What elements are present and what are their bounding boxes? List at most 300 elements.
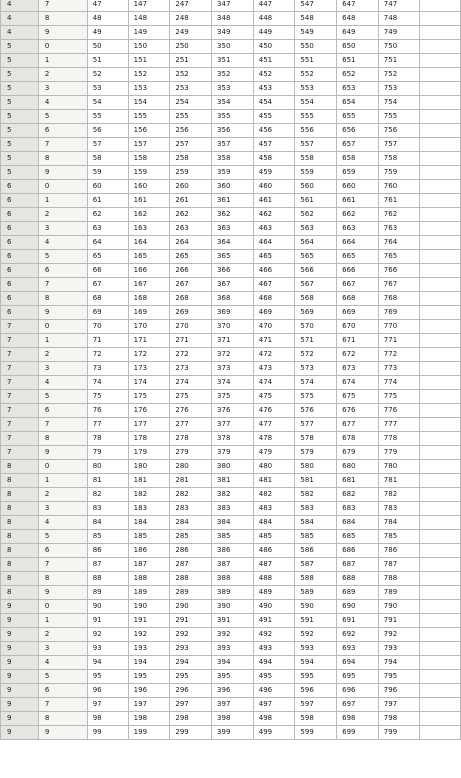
cell-empty[interactable]	[420, 502, 461, 516]
cell-col-9[interactable]: 670	[337, 320, 379, 334]
cell-empty[interactable]	[420, 82, 461, 96]
cell-col-9[interactable]: 650	[337, 40, 379, 54]
cell-col-8[interactable]: 566	[295, 264, 337, 278]
cell-col-6[interactable]: 398	[212, 712, 254, 726]
cell-col-2[interactable]: 5	[38, 390, 87, 404]
cell-col-7[interactable]: 467	[253, 278, 295, 292]
cell-col-4[interactable]: 197	[128, 698, 170, 712]
cell-col-6[interactable]: 385	[212, 530, 254, 544]
cell-col-4[interactable]: 171	[128, 334, 170, 348]
cell-col-2[interactable]: 9	[38, 306, 87, 320]
cell-col-6[interactable]: 349	[212, 26, 254, 40]
cell-col-6[interactable]: 380	[212, 460, 254, 474]
cell-col-2[interactable]: 7	[38, 418, 87, 432]
cell-col-4[interactable]: 166	[128, 264, 170, 278]
cell-col-4[interactable]: 194	[128, 656, 170, 670]
cell-col-9[interactable]: 693	[337, 642, 379, 656]
cell-col-3[interactable]: 57	[87, 138, 128, 152]
cell-empty[interactable]	[420, 446, 461, 460]
cell-col-1[interactable]: 6	[1, 278, 39, 292]
cell-col-6[interactable]: 378	[212, 432, 254, 446]
cell-col-10[interactable]: 788	[378, 572, 420, 586]
cell-col-1[interactable]: 8	[1, 502, 39, 516]
cell-col-10[interactable]: 776	[378, 404, 420, 418]
cell-empty[interactable]	[420, 348, 461, 362]
cell-col-9[interactable]: 677	[337, 418, 379, 432]
cell-col-3[interactable]: 62	[87, 208, 128, 222]
cell-empty[interactable]	[420, 306, 461, 320]
cell-col-2[interactable]: 1	[38, 614, 87, 628]
cell-col-4[interactable]: 152	[128, 68, 170, 82]
cell-col-7[interactable]: 477	[253, 418, 295, 432]
cell-col-8[interactable]: 584	[295, 516, 337, 530]
cell-col-6[interactable]: 352	[212, 68, 254, 82]
cell-col-7[interactable]: 469	[253, 306, 295, 320]
cell-col-1[interactable]: 7	[1, 334, 39, 348]
cell-col-7[interactable]: 488	[253, 572, 295, 586]
cell-col-10[interactable]: 759	[378, 166, 420, 180]
cell-col-2[interactable]: 6	[38, 124, 87, 138]
cell-col-8[interactable]: 557	[295, 138, 337, 152]
cell-col-4[interactable]: 193	[128, 642, 170, 656]
cell-col-7[interactable]: 476	[253, 404, 295, 418]
cell-col-10[interactable]: 747	[378, 0, 420, 12]
cell-col-2[interactable]: 7	[38, 0, 87, 12]
cell-col-6[interactable]: 389	[212, 586, 254, 600]
cell-col-1[interactable]: 6	[1, 264, 39, 278]
cell-col-5[interactable]: 297	[170, 698, 212, 712]
cell-col-2[interactable]: 9	[38, 26, 87, 40]
cell-col-2[interactable]: 2	[38, 488, 87, 502]
cell-empty[interactable]	[420, 670, 461, 684]
cell-col-1[interactable]: 9	[1, 670, 39, 684]
cell-col-8[interactable]: 570	[295, 320, 337, 334]
cell-col-8[interactable]: 587	[295, 558, 337, 572]
cell-col-10[interactable]: 782	[378, 488, 420, 502]
cell-col-5[interactable]: 268	[170, 292, 212, 306]
cell-col-6[interactable]: 377	[212, 418, 254, 432]
cell-col-3[interactable]: 74	[87, 376, 128, 390]
cell-col-2[interactable]: 4	[38, 236, 87, 250]
cell-col-4[interactable]: 165	[128, 250, 170, 264]
cell-col-10[interactable]: 748	[378, 12, 420, 26]
cell-empty[interactable]	[420, 572, 461, 586]
cell-col-3[interactable]: 89	[87, 586, 128, 600]
cell-col-5[interactable]: 274	[170, 376, 212, 390]
cell-col-5[interactable]: 277	[170, 418, 212, 432]
cell-empty[interactable]	[420, 362, 461, 376]
cell-col-5[interactable]: 263	[170, 222, 212, 236]
cell-col-4[interactable]: 187	[128, 558, 170, 572]
cell-col-2[interactable]: 2	[38, 208, 87, 222]
cell-empty[interactable]	[420, 684, 461, 698]
cell-col-2[interactable]: 8	[38, 12, 87, 26]
cell-col-9[interactable]: 660	[337, 180, 379, 194]
cell-col-5[interactable]: 265	[170, 250, 212, 264]
cell-col-5[interactable]: 287	[170, 558, 212, 572]
cell-col-4[interactable]: 148	[128, 12, 170, 26]
cell-col-8[interactable]: 591	[295, 614, 337, 628]
cell-col-1[interactable]: 8	[1, 474, 39, 488]
cell-empty[interactable]	[420, 26, 461, 40]
cell-col-10[interactable]: 796	[378, 684, 420, 698]
cell-col-9[interactable]: 691	[337, 614, 379, 628]
cell-col-10[interactable]: 762	[378, 208, 420, 222]
cell-col-6[interactable]: 390	[212, 600, 254, 614]
cell-col-4[interactable]: 151	[128, 54, 170, 68]
cell-col-3[interactable]: 76	[87, 404, 128, 418]
cell-col-5[interactable]: 256	[170, 124, 212, 138]
cell-col-1[interactable]: 5	[1, 68, 39, 82]
cell-col-2[interactable]: 6	[38, 404, 87, 418]
cell-col-3[interactable]: 91	[87, 614, 128, 628]
cell-empty[interactable]	[420, 124, 461, 138]
cell-col-6[interactable]: 350	[212, 40, 254, 54]
cell-col-10[interactable]: 797	[378, 698, 420, 712]
cell-col-1[interactable]: 6	[1, 194, 39, 208]
cell-col-4[interactable]: 169	[128, 306, 170, 320]
cell-col-10[interactable]: 760	[378, 180, 420, 194]
cell-col-6[interactable]: 393	[212, 642, 254, 656]
cell-col-1[interactable]: 4	[1, 12, 39, 26]
cell-col-6[interactable]: 387	[212, 558, 254, 572]
cell-col-4[interactable]: 164	[128, 236, 170, 250]
cell-col-10[interactable]: 768	[378, 292, 420, 306]
cell-col-8[interactable]: 588	[295, 572, 337, 586]
cell-empty[interactable]	[420, 558, 461, 572]
cell-col-8[interactable]: 551	[295, 54, 337, 68]
cell-col-6[interactable]: 396	[212, 684, 254, 698]
cell-col-4[interactable]: 182	[128, 488, 170, 502]
cell-col-1[interactable]: 5	[1, 82, 39, 96]
cell-col-2[interactable]: 5	[38, 530, 87, 544]
cell-col-6[interactable]: 361	[212, 194, 254, 208]
cell-col-8[interactable]: 560	[295, 180, 337, 194]
cell-col-9[interactable]: 654	[337, 96, 379, 110]
cell-col-5[interactable]: 247	[170, 0, 212, 12]
cell-col-6[interactable]: 353	[212, 82, 254, 96]
cell-col-4[interactable]: 158	[128, 152, 170, 166]
cell-col-4[interactable]: 196	[128, 684, 170, 698]
cell-col-9[interactable]: 685	[337, 530, 379, 544]
cell-col-10[interactable]: 758	[378, 152, 420, 166]
cell-col-10[interactable]: 792	[378, 628, 420, 642]
cell-col-5[interactable]: 285	[170, 530, 212, 544]
cell-col-3[interactable]: 60	[87, 180, 128, 194]
cell-col-8[interactable]: 572	[295, 348, 337, 362]
cell-empty[interactable]	[420, 54, 461, 68]
cell-col-10[interactable]: 799	[378, 726, 420, 740]
cell-col-9[interactable]: 696	[337, 684, 379, 698]
cell-col-4[interactable]: 199	[128, 726, 170, 740]
cell-col-6[interactable]: 364	[212, 236, 254, 250]
cell-col-7[interactable]: 478	[253, 432, 295, 446]
cell-col-8[interactable]: 575	[295, 390, 337, 404]
cell-col-5[interactable]: 289	[170, 586, 212, 600]
cell-col-6[interactable]: 347	[212, 0, 254, 12]
cell-col-4[interactable]: 160	[128, 180, 170, 194]
cell-col-3[interactable]: 96	[87, 684, 128, 698]
cell-empty[interactable]	[420, 516, 461, 530]
cell-col-2[interactable]: 3	[38, 502, 87, 516]
cell-col-4[interactable]: 154	[128, 96, 170, 110]
cell-col-6[interactable]: 395	[212, 670, 254, 684]
cell-col-3[interactable]: 98	[87, 712, 128, 726]
cell-col-7[interactable]: 490	[253, 600, 295, 614]
cell-col-3[interactable]: 59	[87, 166, 128, 180]
cell-col-6[interactable]: 362	[212, 208, 254, 222]
cell-empty[interactable]	[420, 698, 461, 712]
cell-col-3[interactable]: 72	[87, 348, 128, 362]
cell-col-7[interactable]: 458	[253, 152, 295, 166]
cell-col-9[interactable]: 659	[337, 166, 379, 180]
cell-col-3[interactable]: 48	[87, 12, 128, 26]
cell-empty[interactable]	[420, 180, 461, 194]
cell-col-7[interactable]: 466	[253, 264, 295, 278]
cell-col-9[interactable]: 687	[337, 558, 379, 572]
cell-col-2[interactable]: 2	[38, 628, 87, 642]
cell-col-2[interactable]: 9	[38, 166, 87, 180]
cell-col-2[interactable]: 4	[38, 656, 87, 670]
cell-col-3[interactable]: 69	[87, 306, 128, 320]
cell-col-5[interactable]: 283	[170, 502, 212, 516]
cell-col-8[interactable]: 590	[295, 600, 337, 614]
cell-col-3[interactable]: 88	[87, 572, 128, 586]
cell-col-2[interactable]: 1	[38, 194, 87, 208]
cell-col-6[interactable]: 373	[212, 362, 254, 376]
cell-col-9[interactable]: 690	[337, 600, 379, 614]
cell-col-1[interactable]: 8	[1, 558, 39, 572]
cell-col-6[interactable]: 355	[212, 110, 254, 124]
cell-col-8[interactable]: 596	[295, 684, 337, 698]
cell-col-10[interactable]: 794	[378, 656, 420, 670]
cell-col-7[interactable]: 473	[253, 362, 295, 376]
cell-col-6[interactable]: 379	[212, 446, 254, 460]
cell-col-7[interactable]: 496	[253, 684, 295, 698]
cell-col-4[interactable]: 183	[128, 502, 170, 516]
cell-col-2[interactable]: 2	[38, 348, 87, 362]
cell-col-10[interactable]: 773	[378, 362, 420, 376]
cell-col-1[interactable]: 5	[1, 54, 39, 68]
cell-col-2[interactable]: 5	[38, 110, 87, 124]
cell-col-4[interactable]: 189	[128, 586, 170, 600]
cell-empty[interactable]	[420, 222, 461, 236]
cell-col-2[interactable]: 3	[38, 222, 87, 236]
cell-col-3[interactable]: 50	[87, 40, 128, 54]
cell-col-8[interactable]: 558	[295, 152, 337, 166]
cell-col-2[interactable]: 6	[38, 544, 87, 558]
cell-col-10[interactable]: 756	[378, 124, 420, 138]
cell-col-2[interactable]: 8	[38, 152, 87, 166]
cell-col-5[interactable]: 290	[170, 600, 212, 614]
cell-col-9[interactable]: 653	[337, 82, 379, 96]
cell-col-7[interactable]: 497	[253, 698, 295, 712]
cell-col-4[interactable]: 159	[128, 166, 170, 180]
cell-col-3[interactable]: 56	[87, 124, 128, 138]
cell-col-7[interactable]: 465	[253, 250, 295, 264]
cell-col-3[interactable]: 81	[87, 474, 128, 488]
cell-col-5[interactable]: 249	[170, 26, 212, 40]
cell-col-3[interactable]: 85	[87, 530, 128, 544]
cell-col-4[interactable]: 185	[128, 530, 170, 544]
cell-col-7[interactable]: 480	[253, 460, 295, 474]
cell-col-1[interactable]: 6	[1, 306, 39, 320]
cell-col-4[interactable]: 179	[128, 446, 170, 460]
cell-col-3[interactable]: 97	[87, 698, 128, 712]
cell-empty[interactable]	[420, 278, 461, 292]
cell-col-5[interactable]: 261	[170, 194, 212, 208]
cell-col-6[interactable]: 392	[212, 628, 254, 642]
cell-col-1[interactable]: 9	[1, 628, 39, 642]
cell-col-7[interactable]: 462	[253, 208, 295, 222]
cell-empty[interactable]	[420, 628, 461, 642]
cell-col-8[interactable]: 553	[295, 82, 337, 96]
cell-col-1[interactable]: 7	[1, 446, 39, 460]
cell-col-2[interactable]: 3	[38, 642, 87, 656]
cell-col-6[interactable]: 388	[212, 572, 254, 586]
cell-col-10[interactable]: 781	[378, 474, 420, 488]
cell-col-3[interactable]: 64	[87, 236, 128, 250]
cell-col-8[interactable]: 578	[295, 432, 337, 446]
cell-col-10[interactable]: 787	[378, 558, 420, 572]
cell-col-10[interactable]: 778	[378, 432, 420, 446]
cell-col-5[interactable]: 253	[170, 82, 212, 96]
cell-empty[interactable]	[420, 376, 461, 390]
cell-col-1[interactable]: 5	[1, 96, 39, 110]
cell-col-7[interactable]: 475	[253, 390, 295, 404]
cell-empty[interactable]	[420, 432, 461, 446]
cell-empty[interactable]	[420, 488, 461, 502]
cell-col-4[interactable]: 198	[128, 712, 170, 726]
cell-col-9[interactable]: 686	[337, 544, 379, 558]
cell-col-1[interactable]: 5	[1, 110, 39, 124]
cell-col-5[interactable]: 260	[170, 180, 212, 194]
cell-empty[interactable]	[420, 68, 461, 82]
cell-col-4[interactable]: 191	[128, 614, 170, 628]
cell-col-5[interactable]: 258	[170, 152, 212, 166]
cell-col-9[interactable]: 679	[337, 446, 379, 460]
cell-col-9[interactable]: 683	[337, 502, 379, 516]
cell-col-4[interactable]: 147	[128, 0, 170, 12]
cell-col-9[interactable]: 668	[337, 292, 379, 306]
cell-empty[interactable]	[420, 40, 461, 54]
cell-empty[interactable]	[420, 390, 461, 404]
cell-col-6[interactable]: 386	[212, 544, 254, 558]
cell-col-9[interactable]: 661	[337, 194, 379, 208]
cell-col-8[interactable]: 550	[295, 40, 337, 54]
cell-col-6[interactable]: 359	[212, 166, 254, 180]
cell-col-5[interactable]: 292	[170, 628, 212, 642]
cell-col-1[interactable]: 8	[1, 488, 39, 502]
cell-col-2[interactable]: 4	[38, 516, 87, 530]
cell-col-2[interactable]: 9	[38, 446, 87, 460]
cell-col-6[interactable]: 381	[212, 474, 254, 488]
cell-col-9[interactable]: 674	[337, 376, 379, 390]
cell-col-1[interactable]: 9	[1, 600, 39, 614]
cell-col-10[interactable]: 772	[378, 348, 420, 362]
cell-col-4[interactable]: 155	[128, 110, 170, 124]
cell-empty[interactable]	[420, 600, 461, 614]
cell-col-3[interactable]: 73	[87, 362, 128, 376]
cell-col-7[interactable]: 482	[253, 488, 295, 502]
cell-col-8[interactable]: 565	[295, 250, 337, 264]
cell-col-3[interactable]: 75	[87, 390, 128, 404]
cell-col-5[interactable]: 293	[170, 642, 212, 656]
cell-col-2[interactable]: 5	[38, 670, 87, 684]
cell-col-5[interactable]: 281	[170, 474, 212, 488]
cell-col-4[interactable]: 175	[128, 390, 170, 404]
cell-col-10[interactable]: 785	[378, 530, 420, 544]
cell-col-6[interactable]: 384	[212, 516, 254, 530]
cell-col-4[interactable]: 177	[128, 418, 170, 432]
cell-col-5[interactable]: 252	[170, 68, 212, 82]
cell-col-10[interactable]: 769	[378, 306, 420, 320]
cell-col-10[interactable]: 767	[378, 278, 420, 292]
cell-col-10[interactable]: 790	[378, 600, 420, 614]
cell-col-3[interactable]: 67	[87, 278, 128, 292]
cell-col-6[interactable]: 394	[212, 656, 254, 670]
cell-col-10[interactable]: 771	[378, 334, 420, 348]
cell-empty[interactable]	[420, 712, 461, 726]
cell-col-9[interactable]: 656	[337, 124, 379, 138]
cell-col-9[interactable]: 652	[337, 68, 379, 82]
cell-col-10[interactable]: 766	[378, 264, 420, 278]
cell-col-10[interactable]: 751	[378, 54, 420, 68]
cell-col-1[interactable]: 8	[1, 544, 39, 558]
cell-col-6[interactable]: 363	[212, 222, 254, 236]
cell-col-2[interactable]: 1	[38, 474, 87, 488]
cell-col-7[interactable]: 450	[253, 40, 295, 54]
cell-col-8[interactable]: 574	[295, 376, 337, 390]
cell-col-7[interactable]: 499	[253, 726, 295, 740]
cell-col-6[interactable]: 351	[212, 54, 254, 68]
cell-empty[interactable]	[420, 12, 461, 26]
cell-col-1[interactable]: 7	[1, 376, 39, 390]
cell-col-2[interactable]: 3	[38, 362, 87, 376]
cell-col-6[interactable]: 382	[212, 488, 254, 502]
cell-col-1[interactable]: 8	[1, 460, 39, 474]
cell-empty[interactable]	[420, 642, 461, 656]
cell-col-5[interactable]: 294	[170, 656, 212, 670]
cell-col-10[interactable]: 752	[378, 68, 420, 82]
cell-col-9[interactable]: 667	[337, 278, 379, 292]
cell-col-2[interactable]: 7	[38, 698, 87, 712]
cell-col-7[interactable]: 451	[253, 54, 295, 68]
cell-col-3[interactable]: 52	[87, 68, 128, 82]
cell-col-1[interactable]: 8	[1, 516, 39, 530]
cell-col-4[interactable]: 173	[128, 362, 170, 376]
cell-col-7[interactable]: 484	[253, 516, 295, 530]
cell-col-2[interactable]: 0	[38, 40, 87, 54]
cell-col-5[interactable]: 251	[170, 54, 212, 68]
cell-col-4[interactable]: 170	[128, 320, 170, 334]
cell-col-7[interactable]: 474	[253, 376, 295, 390]
cell-col-1[interactable]: 6	[1, 236, 39, 250]
cell-col-7[interactable]: 453	[253, 82, 295, 96]
cell-col-2[interactable]: 4	[38, 376, 87, 390]
cell-col-8[interactable]: 562	[295, 208, 337, 222]
cell-col-8[interactable]: 573	[295, 362, 337, 376]
cell-col-4[interactable]: 181	[128, 474, 170, 488]
cell-col-5[interactable]: 276	[170, 404, 212, 418]
cell-col-7[interactable]: 487	[253, 558, 295, 572]
cell-col-10[interactable]: 786	[378, 544, 420, 558]
cell-col-7[interactable]: 448	[253, 12, 295, 26]
cell-empty[interactable]	[420, 460, 461, 474]
cell-col-3[interactable]: 79	[87, 446, 128, 460]
cell-col-6[interactable]: 376	[212, 404, 254, 418]
cell-col-10[interactable]: 789	[378, 586, 420, 600]
